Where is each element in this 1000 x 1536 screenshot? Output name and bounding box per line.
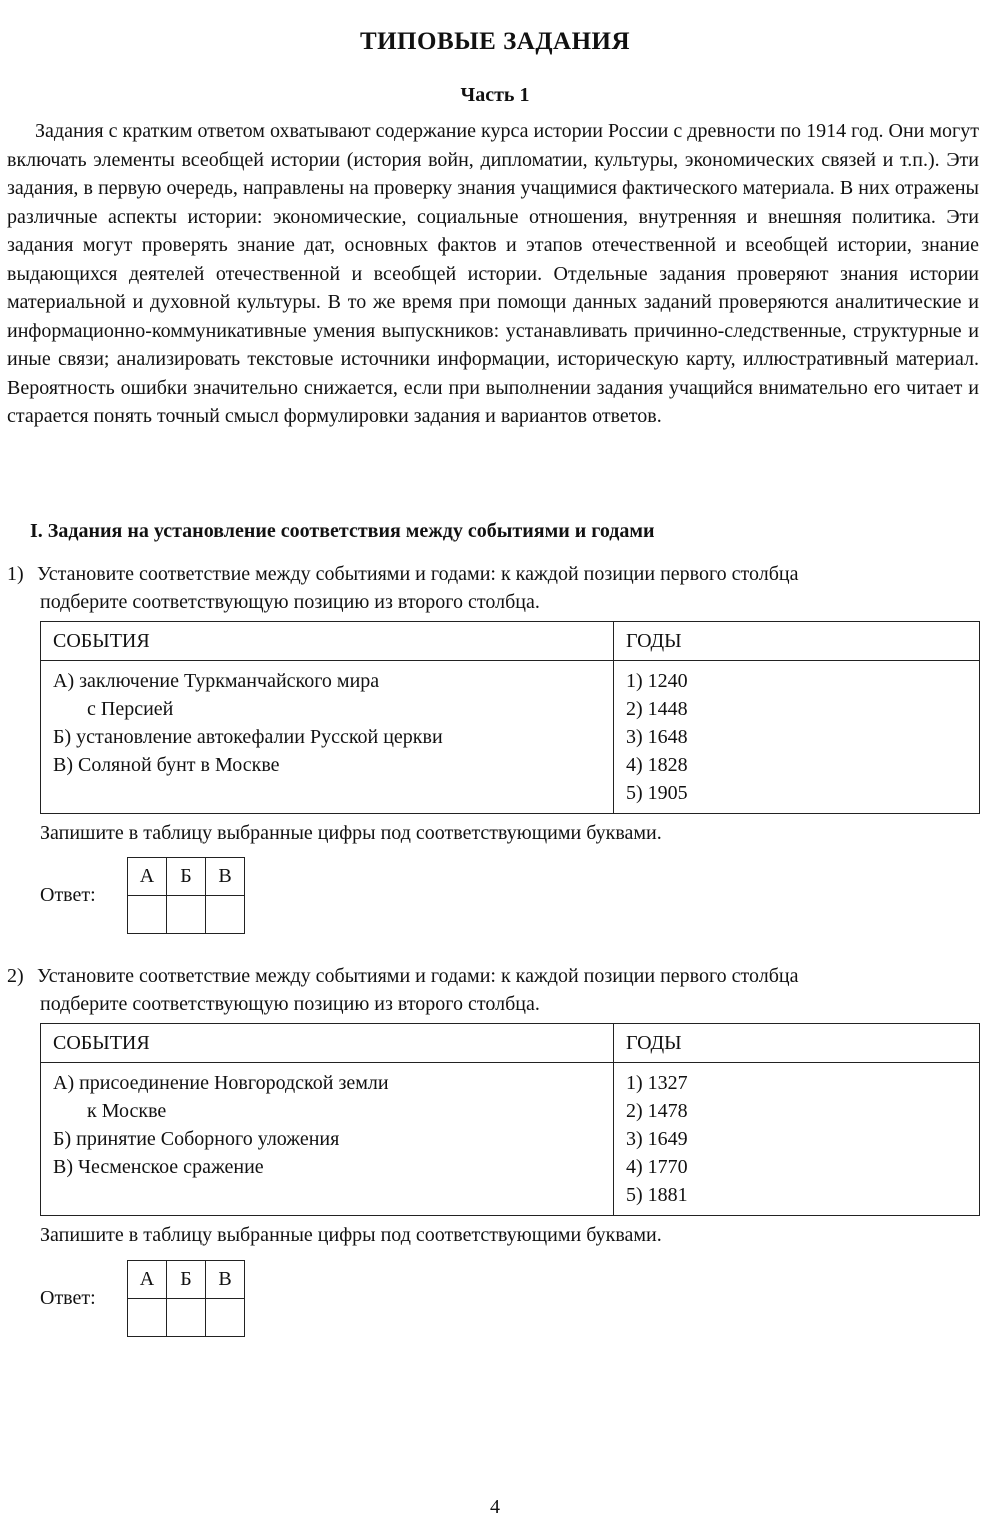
matching-table xyxy=(40,1023,980,1216)
event-item xyxy=(53,1125,613,1153)
answer-cell-v[interactable] xyxy=(206,1299,245,1337)
year-item: 1) 1327 xyxy=(626,1072,688,1094)
answer-cell-a[interactable] xyxy=(128,896,167,934)
years-cell xyxy=(614,661,980,814)
event-text: В) Соляной бунт в Москве xyxy=(53,754,280,776)
event-text: А) присоединение Новгородской земли xyxy=(53,1072,389,1094)
answer-instruction: Запишите в таблицу выбранные цифры под соответствующими буквами. xyxy=(40,822,662,844)
answer-letter: Б xyxy=(167,858,206,896)
intro-paragraph: Задания с кратким ответом охватывают содержание курса истории России с древности по 1914 год. Они могут включать элементы всеобщей истории (история войн, дипломатии, культуры, экономических связей и т.п.). Эти задания, в первую очередь, направлены на проверку знания учащимися фактического материала. В них отражены различные аспекты истории: экономические, социальные отношения, внутренняя и внешняя политика. Эти задания могут проверять знание дат, основных фактов и этапов отечественной и всеобщей истории, знание выдающихся деятелей отечественной и всеобщей истории. Отдельные задания проверяют знания истории материальной и духовной культуры. В то же время при помощи данных заданий проверяются аналитические и информационно-коммуникативные умения выпускников: устанавливать причинно-следственные, структурные и иные связи; анализировать текстовые источники информации, историческую карту, иллюстративный материал. Вероятность ошибки значительно снижается, если при выполнении задания учащийся внимательно его читает и старается понять точный смысл формулировки задания и вариантов ответов. xyxy=(7,120,979,427)
answer-instruction: Запишите в таблицу выбранные цифры под соответствующими буквами. xyxy=(40,1224,662,1246)
events-list xyxy=(41,1063,613,1187)
event-text-cont: к Москве xyxy=(87,1100,167,1122)
answer-letter: А xyxy=(128,1261,167,1299)
answer-grid xyxy=(127,857,245,934)
task-number: 2) xyxy=(7,965,24,987)
part-heading: Часть 1 xyxy=(460,84,530,106)
answer-letter: Б xyxy=(167,1261,206,1299)
event-item xyxy=(53,723,613,751)
task-statement-line2: подберите соответствующую позицию из второго столбца. xyxy=(40,591,540,613)
event-text: Б) установление автокефалии Русской церкви xyxy=(53,726,443,748)
year-item: 2) 1478 xyxy=(626,1100,688,1122)
answer-cell-v[interactable] xyxy=(206,896,245,934)
year-item: 2) 1448 xyxy=(626,698,688,720)
events-header-cell xyxy=(41,622,614,661)
answer-cell-b[interactable] xyxy=(167,896,206,934)
answer-letter: А xyxy=(128,858,167,896)
answer-cell-a[interactable] xyxy=(128,1299,167,1337)
answer-grid xyxy=(127,1260,245,1337)
event-text: Б) принятие Соборного уложения xyxy=(53,1128,340,1150)
answer-letter: В xyxy=(206,858,245,896)
years-header-cell xyxy=(614,622,980,661)
year-item: 5) 1881 xyxy=(626,1184,688,1206)
task-statement xyxy=(7,560,982,616)
events-cell xyxy=(41,661,614,814)
years-header-cell xyxy=(614,1024,980,1063)
event-item xyxy=(53,751,613,779)
event-item xyxy=(53,1153,613,1181)
events-list xyxy=(41,661,613,785)
year-item: 3) 1649 xyxy=(626,1128,688,1150)
event-text: А) заключение Туркманчайского мира xyxy=(53,670,380,692)
task-number: 1) xyxy=(7,563,24,585)
task-statement-line1: Установите соответствие между событиями и годами: к каждой позиции первого столбца xyxy=(37,965,799,987)
task-statement-line2: подберите соответствующую позицию из второго столбца. xyxy=(40,993,540,1015)
year-item: 1) 1240 xyxy=(626,670,688,692)
section-heading: I. Задания на установление соответствия между событиями и годами xyxy=(30,520,655,542)
task-statement-line1: Установите соответствие между событиями и годами: к каждой позиции первого столбца xyxy=(37,563,799,585)
page-title: ТИПОВЫЕ ЗАДАНИЯ xyxy=(359,28,631,55)
page-number: 4 xyxy=(490,1496,500,1518)
year-item: 5) 1905 xyxy=(626,782,688,804)
event-item xyxy=(53,1069,613,1125)
events-header: СОБЫТИЯ xyxy=(53,1031,150,1054)
events-cell xyxy=(41,1063,614,1216)
answer-label: Ответ: xyxy=(40,1287,96,1309)
answer-letter: В xyxy=(206,1261,245,1299)
years-header: ГОДЫ xyxy=(626,1031,682,1054)
event-text: В) Чесменское сражение xyxy=(53,1156,264,1178)
years-list xyxy=(614,1063,979,1215)
answer-cell-b[interactable] xyxy=(167,1299,206,1337)
year-item: 3) 1648 xyxy=(626,726,688,748)
events-header: СОБЫТИЯ xyxy=(53,629,150,652)
years-cell xyxy=(614,1063,980,1216)
years-header: ГОДЫ xyxy=(626,629,682,652)
year-item: 4) 1770 xyxy=(626,1156,688,1178)
task-statement xyxy=(7,962,982,1018)
event-text-cont: с Персией xyxy=(87,698,174,720)
year-item: 4) 1828 xyxy=(626,754,688,776)
matching-table xyxy=(40,621,980,814)
event-item xyxy=(53,667,613,723)
years-list xyxy=(614,661,979,813)
answer-label: Ответ: xyxy=(40,884,96,906)
events-header-cell xyxy=(41,1024,614,1063)
